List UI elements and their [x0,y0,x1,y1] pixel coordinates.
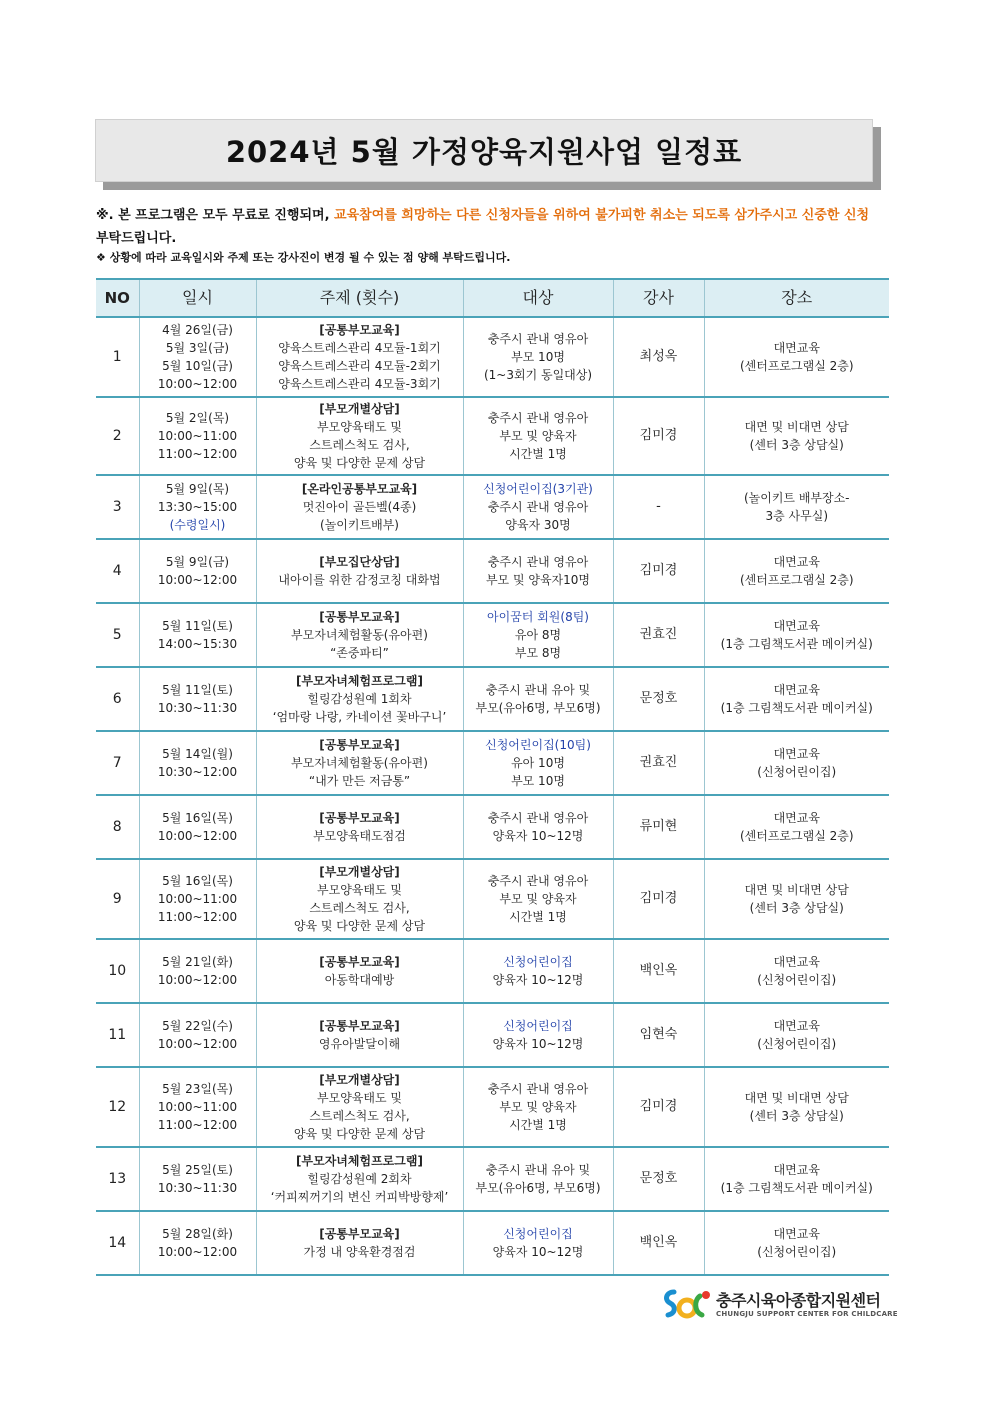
row-place [704,667,889,731]
table-row [96,667,889,731]
row-place [704,1003,889,1067]
target-line: 양육자 10~12명 [492,829,584,843]
row-target [463,603,613,667]
row-teacher: 문정호 [613,1147,704,1211]
table-row [96,795,889,859]
date-line: 5월 9일(목) [165,482,230,496]
row-number: 7 [96,731,139,795]
topic-line: 부모자녀체험활동(유아편) [291,628,428,642]
header-target: 대상 [463,279,613,317]
place-line: (놀이키트 배부장소- [743,491,850,505]
topic-line: 멋진아이 골든벨(4종) [302,500,417,514]
place-line: 대면교육 [773,1227,820,1241]
row-place [704,731,889,795]
target-line: 부모(유아6명, 부모6명) [475,701,601,715]
schedule-table [96,278,889,1276]
center-logo-icon [660,1286,714,1322]
header-teacher: 강사 [613,279,704,317]
header-place: 장소 [704,279,889,317]
target-line: 양육자 30명 [505,518,571,532]
topic-line: 양육스트레스관리 4모듈-1회기 [278,341,441,355]
row-topic [256,539,463,603]
date-line: 5월 11일(토) [162,619,233,633]
row-place [704,859,889,939]
row-number: 10 [96,939,139,1003]
topic-line: ‘커피찌꺼기의 변신 커피박방향제’ [270,1190,449,1204]
place-line: (센터프로그램실 2층) [739,829,854,843]
row-place [704,539,889,603]
page-title: 2024년 5월 가정양육지원사업 일정표 [95,119,873,182]
row-date [139,1067,256,1147]
target-line: 아이꿈터 회원(8팀) [487,610,589,624]
schedule-body [96,317,889,1275]
place-line: (신청어린이집) [757,1245,837,1259]
row-target [463,795,613,859]
date-line: 10:00~11:00 [157,892,238,906]
row-topic [256,859,463,939]
row-topic [256,1147,463,1211]
topic-line: 부모양육태도 및 [317,420,402,434]
row-place [704,475,889,539]
table-row [96,859,889,939]
table-row [96,539,889,603]
row-teacher: 임현숙 [613,1003,704,1067]
row-number: 6 [96,667,139,731]
row-target [463,667,613,731]
row-topic [256,667,463,731]
date-line: 11:00~12:00 [157,910,238,924]
row-number: 5 [96,603,139,667]
row-date [139,475,256,539]
date-line: 10:00~12:00 [157,377,238,391]
row-teacher: 백인옥 [613,939,704,1003]
date-line: 11:00~12:00 [157,1118,238,1132]
table-row [96,1067,889,1147]
target-line: 부모 및 양육자 [499,429,577,443]
place-line: 대면교육 [773,341,820,355]
row-place [704,317,889,397]
place-line: 대면 및 비대면 상담 [744,1091,849,1105]
date-line: 5월 28일(화) [162,1227,233,1241]
table-row [96,1147,889,1211]
target-line: 양육자 10~12명 [492,1037,584,1051]
row-date [139,939,256,1003]
row-target [463,397,613,475]
row-date [139,1211,256,1275]
row-topic [256,603,463,667]
row-place [704,939,889,1003]
topic-line: 힐링감성원예 2회차 [307,1172,412,1186]
target-line: 충주시 관내 영유아 [487,874,589,888]
topic-line: 스트레스척도 검사, [309,1109,410,1123]
date-line: 4월 26일(금) [162,323,233,337]
topic-line: 힐링감성원예 1회차 [307,692,412,706]
row-number: 8 [96,795,139,859]
target-line: 충주시 관내 유아 및 [485,1163,591,1177]
topic-line: 가정 내 양육환경점검 [303,1245,416,1259]
place-line: 대면교육 [773,1163,820,1177]
row-date [139,397,256,475]
topic-line: 아동학대예방 [324,973,395,987]
row-topic [256,1067,463,1147]
place-line: 대면 및 비대면 상담 [744,883,849,897]
topic-line: 부모양육태도 및 [317,1091,402,1105]
row-date [139,603,256,667]
row-number: 2 [96,397,139,475]
date-line: 10:00~11:00 [157,1100,238,1114]
date-line: 10:00~12:00 [157,573,238,587]
topic-line: [부모개별상담] [319,1073,400,1087]
topic-line: 부모자녀체험활동(유아편) [291,756,428,770]
date-line: 10:00~12:00 [157,973,238,987]
date-line: 5월 23일(목) [162,1082,233,1096]
row-target [463,317,613,397]
row-number: 14 [96,1211,139,1275]
place-line: (1층 그림책도서관 메이커실) [720,701,873,715]
date-line: 10:00~12:00 [157,1245,238,1259]
row-date [139,539,256,603]
topic-line: [공통부모교육] [319,323,400,337]
place-line: 3층 사무실) [765,509,828,523]
target-line: 신청어린이집(3기관) [483,482,593,496]
topic-line: [공통부모교육] [319,610,400,624]
table-row [96,1003,889,1067]
notice-part3: 부탁드립니다. [96,231,177,246]
row-target [463,1067,613,1147]
row-teacher: 백인옥 [613,1211,704,1275]
topic-line: [부모자녀체험프로그램] [296,1154,423,1168]
target-line: 유아 8명 [514,628,562,642]
target-line: 충주시 관내 영유아 [487,555,589,569]
topic-line: [공통부모교육] [319,1019,400,1033]
date-line: 5월 16일(목) [162,811,233,825]
table-row [96,397,889,475]
table-row [96,939,889,1003]
row-number: 4 [96,539,139,603]
date-line: 10:30~11:30 [157,1181,238,1195]
place-line: (1층 그림책도서관 메이커실) [720,1181,873,1195]
topic-line: [부모자녀체험프로그램] [296,674,423,688]
change-notice: ❖ 상황에 따라 교육일시와 주제 또는 강사진이 변경 될 수 있는 점 양해 부탁드립니다. [96,251,511,264]
topic-line: 스트레스척도 검사, [309,901,410,915]
topic-line: “내가 만든 저금통” [308,774,411,788]
row-teacher: 권효진 [613,731,704,795]
date-line: 5월 21일(화) [162,955,233,969]
row-teacher: 권효진 [613,603,704,667]
target-line: 충주시 관내 영유아 [487,332,589,346]
target-line: 충주시 관내 영유아 [487,500,589,514]
center-name: 충주시육아종합지원센터 [716,1291,881,1310]
topic-line: [부모개별상담] [319,402,400,416]
row-topic [256,1003,463,1067]
row-number: 11 [96,1003,139,1067]
row-place [704,1147,889,1211]
topic-line: ‘엄마랑 나랑, 카네이션 꽃바구니’ [272,710,447,724]
date-line: 5월 3일(금) [165,341,230,355]
row-teacher: 김미경 [613,859,704,939]
topic-line: (놀이키트배부) [320,518,399,532]
notice-highlight: 교육참여를 희망하는 다른 신청자들을 위하여 불가피한 취소는 되도록 삼가주시고 신중한 신청 [334,208,870,223]
table-row [96,1211,889,1275]
date-line: 5월 10일(금) [162,359,233,373]
place-line: (센터 3층 상담실) [749,901,844,915]
row-teacher: 김미경 [613,539,704,603]
place-line: (1층 그림책도서관 메이커실) [720,637,873,651]
target-line: 양육자 10~12명 [492,973,584,987]
topic-line: [공통부모교육] [319,1227,400,1241]
target-line: 양육자 10~12명 [492,1245,584,1259]
row-topic [256,317,463,397]
target-line: 부모 8명 [514,646,562,660]
target-line: 부모(유아6명, 부모6명) [475,1181,601,1195]
topic-line: [공통부모교육] [319,738,400,752]
place-line: 대면교육 [773,555,820,569]
topic-line: 양육스트레스관리 4모듈-3회기 [278,377,441,391]
place-line: 대면 및 비대면 상담 [744,420,849,434]
header-topic: 주제 (횟수) [256,279,463,317]
place-line: 대면교육 [773,1019,820,1033]
header-no: NO [96,279,139,317]
date-line: (수령일시) [169,518,226,532]
table-row [96,317,889,397]
date-line: 10:30~12:00 [157,765,238,779]
topic-line: 영유아발달이해 [318,1037,401,1051]
topic-line: “존중파티” [330,646,389,660]
row-target [463,731,613,795]
row-date [139,859,256,939]
topic-line: [부모개별상담] [319,865,400,879]
row-place [704,1211,889,1275]
row-date [139,795,256,859]
place-line: 대면교육 [773,619,820,633]
place-line: 대면교육 [773,683,820,697]
topic-line: 부모양육태도점검 [313,829,406,843]
date-line: 10:00~11:00 [157,429,238,443]
row-topic [256,1211,463,1275]
date-line: 5월 22일(수) [162,1019,233,1033]
topic-line: 양육스트레스관리 4모듈-2회기 [278,359,441,373]
target-line: 신청어린이집 [503,1227,573,1241]
target-line: (1~3회기 동일대상) [483,368,593,382]
row-target [463,859,613,939]
target-line: 부모 및 양육자 [499,1100,577,1114]
target-line: 부모 10명 [511,350,565,364]
row-topic [256,795,463,859]
row-teacher: - [613,475,704,539]
row-date [139,317,256,397]
place-line: 대면교육 [773,747,820,761]
target-line: 시간별 1명 [509,910,567,924]
row-place [704,795,889,859]
target-line: 시간별 1명 [509,447,567,461]
row-date [139,731,256,795]
row-place [704,1067,889,1147]
row-topic [256,475,463,539]
date-line: 10:00~12:00 [157,829,238,843]
date-line: 13:30~15:00 [157,500,238,514]
date-line: 5월 16일(목) [162,874,233,888]
topic-line: [부모집단상담] [319,555,400,569]
place-line: 대면교육 [773,955,820,969]
row-target [463,1147,613,1211]
place-line: (신청어린이집) [757,1037,837,1051]
row-topic [256,397,463,475]
target-line: 시간별 1명 [509,1118,567,1132]
row-number: 13 [96,1147,139,1211]
topic-line: 스트레스척도 검사, [309,438,410,452]
target-line: 충주시 관내 유아 및 [485,683,591,697]
row-target [463,539,613,603]
topic-line: 부모양육태도 및 [317,883,402,897]
row-target [463,1211,613,1275]
date-line: 11:00~12:00 [157,447,238,461]
place-line: (센터 3층 상담실) [749,438,844,452]
place-line: (신청어린이집) [757,973,837,987]
target-line: 부모 및 양육자10명 [485,573,591,587]
row-target [463,475,613,539]
date-line: 5월 11일(토) [162,683,233,697]
title-banner [95,119,881,190]
center-logo [660,1286,898,1326]
date-line: 14:00~15:30 [157,637,238,651]
table-row [96,475,889,539]
center-name-english: CHUNGJU SUPPORT CENTER FOR CHILDCARE [716,1310,898,1318]
target-line: 신청어린이집(10팀) [485,738,591,752]
row-teacher: 김미경 [613,1067,704,1147]
row-date [139,1147,256,1211]
table-row [96,603,889,667]
topic-line: 양육 및 다양한 문제 상담 [293,456,426,470]
date-line: 5월 25일(토) [162,1163,233,1177]
row-place [704,397,889,475]
row-place [704,603,889,667]
target-line: 신청어린이집 [503,1019,573,1033]
row-teacher: 문정호 [613,667,704,731]
date-line: 5월 14일(월) [162,747,233,761]
row-number: 1 [96,317,139,397]
topic-line: [공통부모교육] [319,811,400,825]
topic-line: 양육 및 다양한 문제 상담 [293,1127,426,1141]
date-line: 10:00~12:00 [157,1037,238,1051]
target-line: 부모 및 양육자 [499,892,577,906]
topic-line: [공통부모교육] [319,955,400,969]
row-number: 12 [96,1067,139,1147]
row-number: 9 [96,859,139,939]
topic-line: 내아이를 위한 감정코칭 대화법 [278,573,441,587]
notice-part1: ※. 본 프로그램은 모두 무료로 진행되며, [96,208,335,223]
notice-text [96,204,886,250]
date-line: 5월 9일(금) [165,555,230,569]
table-row [96,731,889,795]
header-date: 일시 [139,279,256,317]
target-line: 유아 10명 [511,756,565,770]
target-line: 충주시 관내 영유아 [487,811,589,825]
target-line: 충주시 관내 영유아 [487,1082,589,1096]
place-line: (센터 3층 상담실) [749,1109,844,1123]
topic-line: 양육 및 다양한 문제 상담 [293,919,426,933]
target-line: 신청어린이집 [503,955,573,969]
place-line: 대면교육 [773,811,820,825]
row-teacher: 류미현 [613,795,704,859]
place-line: (센터프로그램실 2층) [739,573,854,587]
date-line: 5월 2일(목) [165,411,230,425]
row-number: 3 [96,475,139,539]
row-topic [256,731,463,795]
row-target [463,1003,613,1067]
row-date [139,667,256,731]
target-line: 충주시 관내 영유아 [487,411,589,425]
row-target [463,939,613,1003]
table-header-row [96,279,889,317]
topic-line: [온라인공통부모교육] [301,482,418,496]
target-line: 부모 10명 [511,774,565,788]
row-date [139,1003,256,1067]
row-topic [256,939,463,1003]
row-teacher: 김미경 [613,397,704,475]
place-line: (센터프로그램실 2층) [739,359,854,373]
date-line: 10:30~11:30 [157,701,238,715]
row-teacher: 최성옥 [613,317,704,397]
place-line: (신청어린이집) [757,765,837,779]
